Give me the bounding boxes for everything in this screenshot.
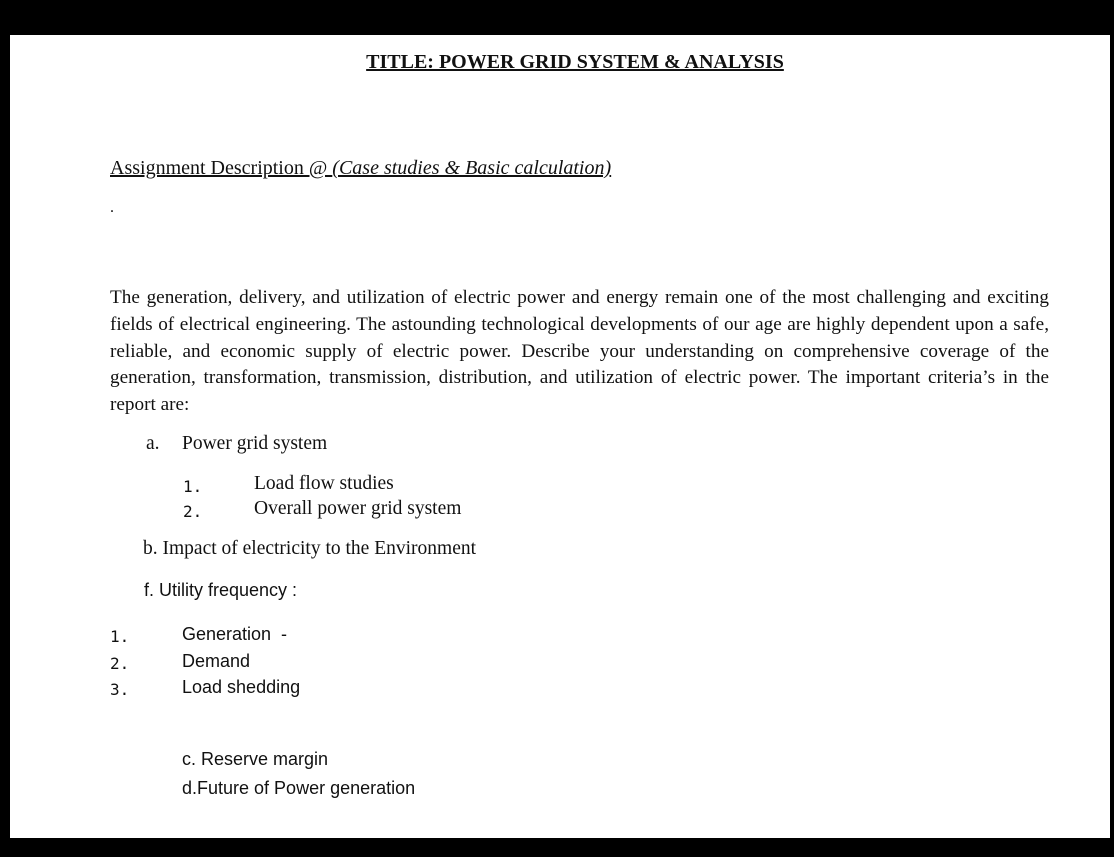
section-a-label: Power grid system xyxy=(182,433,328,454)
section-a-marker: a. xyxy=(146,433,160,454)
section-a-item-1-num: 1. xyxy=(183,477,203,496)
section-a-item-2-num: 2. xyxy=(183,502,203,521)
section-d: d.Future of Power generation xyxy=(182,778,416,798)
document-page xyxy=(10,35,1110,838)
section-f-item-1: Generation - xyxy=(182,624,288,644)
section-b: b. Impact of electricity to the Environment xyxy=(143,538,477,559)
intro-paragraph: The generation, delivery, and utilization of electric power and energy remain one of the most challenging and exciting fields of electrical engineering. The astounding technological developments of our age are highly dependent upon a safe, reliable, and economic supply of electric power. Describe your understanding on comprehensive coverage of the generation, transformation, transmission, distribution, and utilization of electric power. The important criteria’s in the report are: xyxy=(110,287,1049,416)
section-f-item-3-num: 3. xyxy=(110,680,130,699)
section-f-item-1-num: 1. xyxy=(110,627,130,646)
section-f-item-3: Load shedding xyxy=(182,677,301,697)
section-c: c. Reserve margin xyxy=(182,749,329,769)
stray-dot: . xyxy=(110,199,114,216)
section-f-item-2: Demand xyxy=(182,651,251,671)
assignment-label: Assignment Description @ xyxy=(110,157,333,179)
section-f-item-2-num: 2. xyxy=(110,654,130,673)
assignment-subtitle: (Case studies & Basic calculation) xyxy=(332,157,612,179)
section-a-item-1: Load flow studies xyxy=(254,473,394,494)
section-f-label: f. Utility frequency : xyxy=(144,580,298,600)
section-a-item-2: Overall power grid system xyxy=(254,498,462,519)
assignment-heading xyxy=(110,157,611,180)
document-title: TITLE: POWER GRID SYSTEM & ANALYSIS xyxy=(366,51,784,73)
